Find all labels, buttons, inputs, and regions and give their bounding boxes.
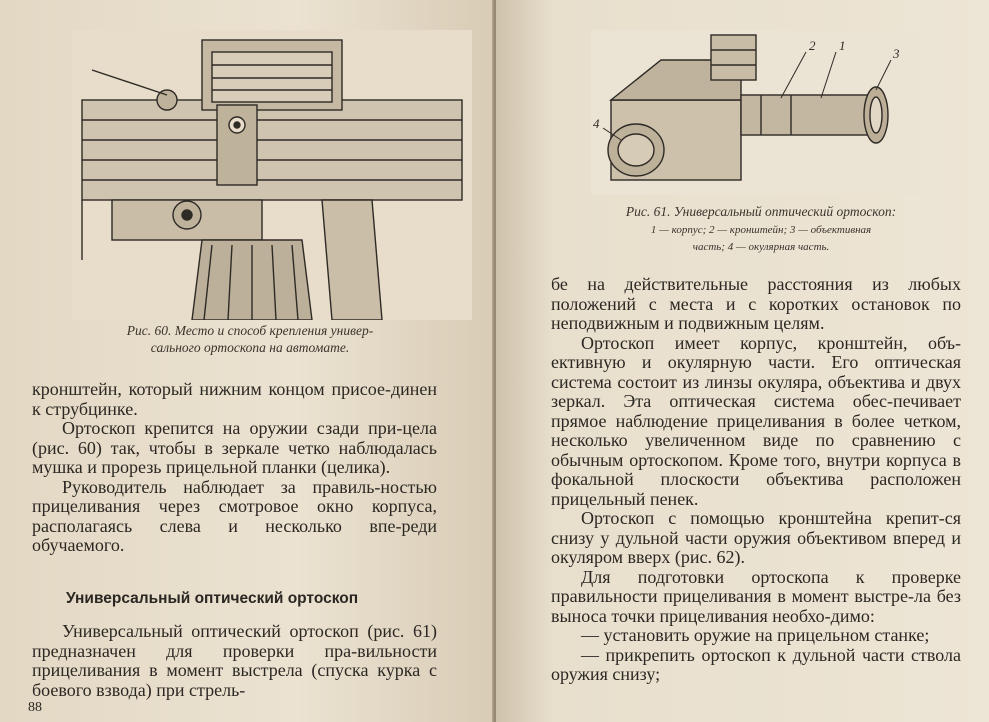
callout-2: 2	[809, 38, 816, 53]
figure-60-caption-line1: Место и способ крепления универ-	[174, 323, 374, 338]
right-paragraph-4: Для подготовки ортоскопа к проверке правильности прицеливания в момент выстре-ла без выноса точки прицеливания необхо-димо:	[551, 566, 961, 626]
figure-60-caption-line2: сального ортоскопа на автомате.	[150, 340, 350, 355]
right-paragraph-3: Ортоскоп с помощью кронштейна крепит-ся снизу у дульной части оружия объективом вперед и окуляром вверх (рис. 62).	[551, 508, 961, 567]
figure-60-rifle-illustration	[72, 30, 472, 320]
right-page	[496, 0, 989, 722]
figure-61-caption-line2: часть; 4 — окулярная часть.	[692, 241, 830, 253]
right-paragraph-6: — прикрепить ортоскоп к дульной части ствола оружия снизу;	[551, 644, 961, 684]
figure-61-orthoscope-illustration	[591, 30, 921, 195]
figure-61-caption	[581, 203, 941, 254]
left-paragraph-3: Руководитель наблюдает за правиль-ностью прицеливания через смотровое окно корпуса, располагаясь слева и несколько впе-реди обучаемого.	[32, 476, 437, 555]
left-body-text	[32, 380, 437, 556]
figure-61-label: Рис. 61.	[625, 204, 671, 219]
callout-4: 4	[593, 116, 600, 131]
figure-60-label: Рис. 60.	[126, 323, 172, 338]
callout-1: 1	[839, 38, 846, 53]
left-page	[0, 0, 494, 722]
right-paragraph-2: Ортоскоп имеет корпус, кронштейн, объ-ективную и окулярную части. Его оптическая система состоит из линзы окуляра, объектива и двух зеркал. Эта оптическая система обес-печивает прямое наблюдение прицеливания в более четком, несколько увеличенном виде по сравнению с обычным ортоскопом. Кроме того, внутри корпуса в фокальной плоскости объектива расположен прицельный пенек.	[551, 332, 961, 509]
left-paragraph-2: Ортоскоп крепится на оружии сзади при-цела (рис. 60) так, чтобы в зеркале четко наблюдалась мушка и прорезь прицельной планки (целика).	[32, 418, 437, 477]
left-paragraph-4: Универсальный оптический ортоскоп (рис. 61) предназначен для проверки пра-вильности прицеливания в момент выстрела (спуска курка с боевого взвода) при стрель-	[32, 621, 437, 700]
figure-61-caption-line1: 1 — корпус; 2 — кронштейн; 3 — объективная	[650, 224, 872, 236]
right-paragraph-5: — установить оружие на прицельном станке;	[581, 625, 930, 645]
page-number: 88	[28, 700, 42, 715]
figure-61-title: Универсальный оптический ортоскоп:	[673, 204, 897, 219]
right-body-text	[551, 275, 961, 685]
section-heading: Универсальный оптический ортоскоп	[66, 590, 359, 607]
right-paragraph-1: бе на действительные расстояния из любых положений с места и с коротких остановок по неподвижным и подвижным целям.	[551, 274, 961, 333]
figure-60-caption	[70, 322, 430, 356]
left-paragraph-1: кронштейн, который нижним концом присое-динен к струбцинке.	[32, 379, 437, 419]
callout-3: 3	[893, 46, 900, 61]
left-body-text-2	[32, 622, 437, 700]
